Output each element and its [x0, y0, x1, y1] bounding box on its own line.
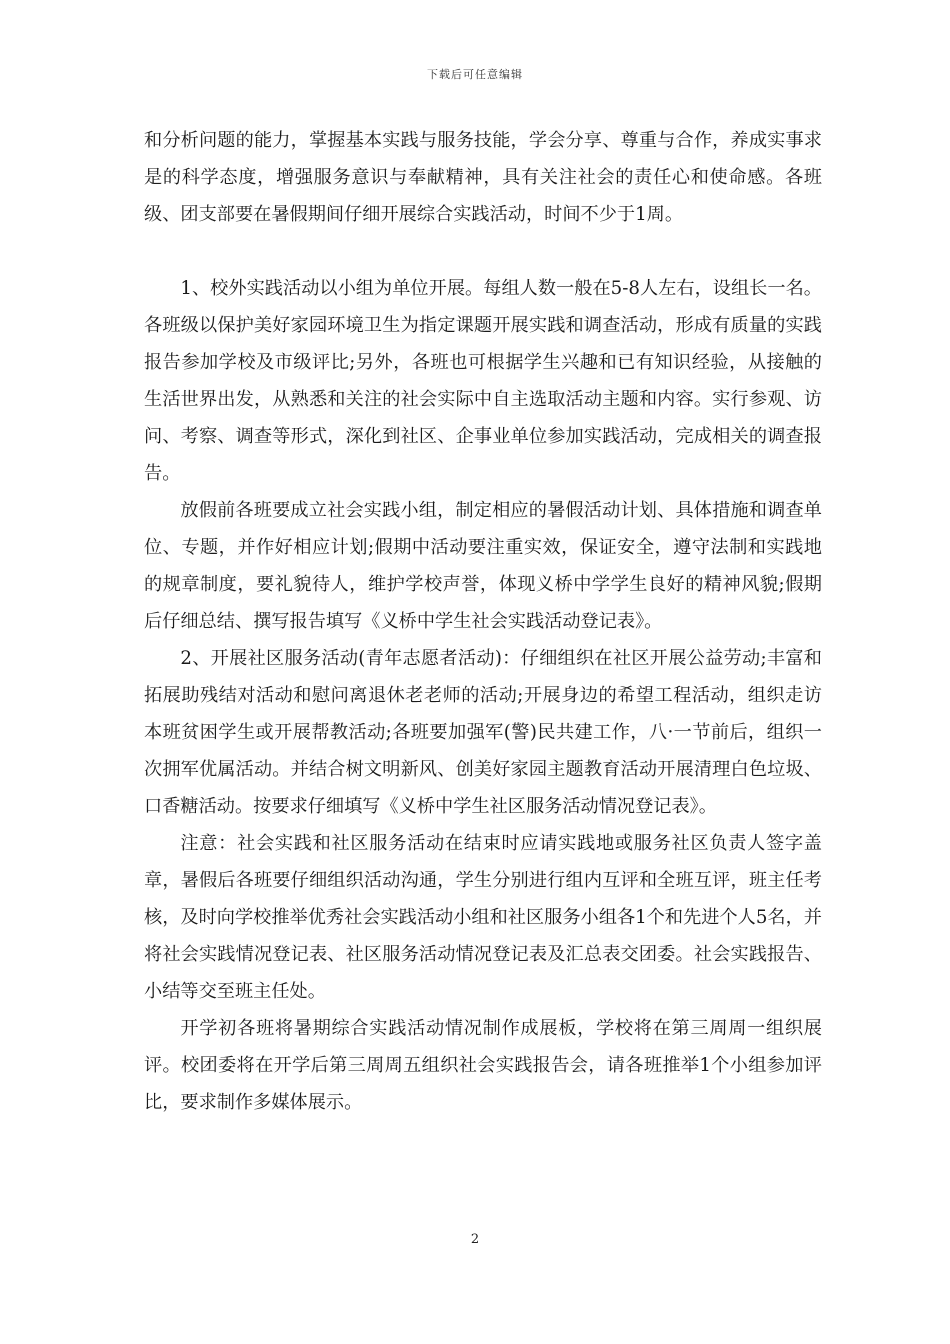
page-header: 下载后可任意编辑: [427, 68, 523, 81]
page-number: 2: [470, 1232, 480, 1247]
paragraph-preparation: 放假前各班要成立社会实践小组，制定相应的暑假活动计划、具体措施和调查单位、专题，并作好相应计划;假期中活动要注重实效，保证安全，遵守法制和实践地的规章制度，要礼貌待人，维护学校声誉，体现义桥中学学生良好的精神风貌;假期后仔细总结、撰写报告填写《义桥中学生社会实践活动登记表》。: [144, 500, 822, 632]
paragraph-notice: 注意：社会实践和社区服务活动在结束时应请实践地或服务社区负责人签字盖章，暑假后各班要仔细组织活动沟通，学生分别进行组内互评和全班互评，班主任考核，及时向学校推举优秀社会实践活动小组和社区服务小组各1个和先进个人5名，并将社会实践情况登记表、社区服务活动情况登记表及汇总表交团委。社会实践报告、小结等交至班主任处。: [144, 833, 822, 1002]
paragraph-offsite-practice: 1、校外实践活动以小组为单位开展。每组人数一般在5-8人左右，设组长一名。各班级以保护美好家园环境卫生为指定课题开展实践和调查活动，形成有质量的实践报告参加学校及市级评比;另外，各班也可根据学生兴趣和已有知识经验，从接触的生活世界出发，从熟悉和关注的社会实际中自主选取活动主题和内容。实行参观、访问、考察、调查等形式，深化到社区、企事业单位参加实践活动，完成相关的调查报告。: [144, 278, 822, 484]
paragraph-continuation: 和分析问题的能力，掌握基本实践与服务技能，学会分享、尊重与合作，养成实事求是的科学态度，增强服务意识与奉献精神，具有关注社会的责任心和使命感。各班级、团支部要在暑假期间仔细开展综合实践活动，时间不少于1周。: [144, 130, 822, 225]
paragraph-exhibition: 开学初各班将暑期综合实践活动情况制作成展板，学校将在第三周周一组织展评。校团委将在开学后第三周周五组织社会实践报告会，请各班推举1个小组参加评比，要求制作多媒体展示。: [144, 1018, 822, 1113]
document-body: [144, 122, 822, 1121]
paragraph-community-service: 2、开展社区服务活动(青年志愿者活动)：仔细组织在社区开展公益劳动;丰富和拓展助残结对活动和慰问离退休老老师的活动;开展身边的希望工程活动，组织走访本班贫困学生或开展帮教活动;各班要加强军(警)民共建工作，八·一节前后，组织一次拥军优属活动。并结合树文明新风、创美好家园主题教育活动开展清理白色垃圾、口香糖活动。按要求仔细填写《义桥中学生社区服务活动情况登记表》。: [144, 648, 822, 817]
